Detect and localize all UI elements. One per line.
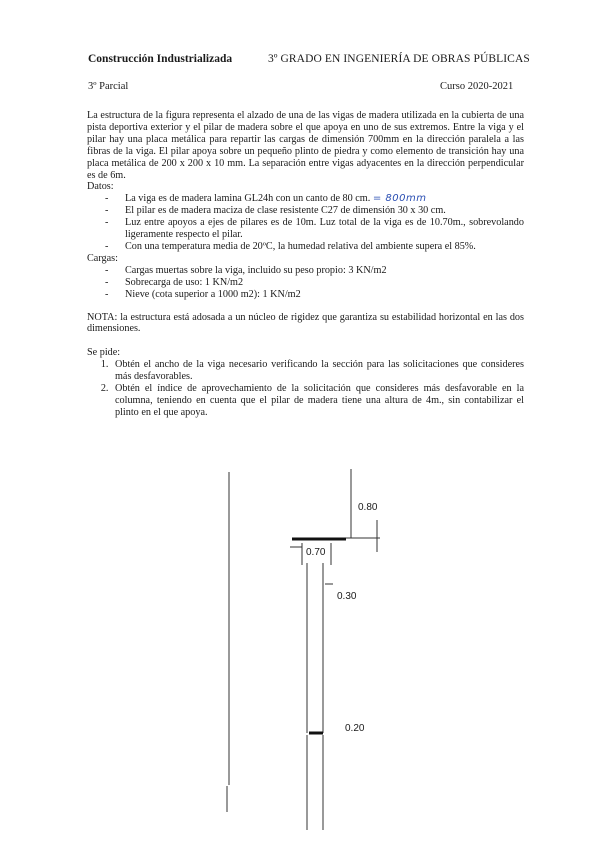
se-pide-heading: Se pide: <box>87 347 121 359</box>
cargas-heading: Cargas: <box>87 252 118 264</box>
list-item: - La viga es de madera lamina GL24h con un canto de 80 cm. = 800mm <box>105 193 524 205</box>
column-width-label: 0.30 <box>337 591 357 602</box>
nota-paragraph: NOTA: la estructura está adosada a un núcleo de rigidez que garantiza su estabilidad horizontal en las dos dimensiones. <box>87 311 524 335</box>
plate-length-label: 0.70 <box>306 547 326 558</box>
course-title: Construcción Industrializada <box>88 53 233 65</box>
intro-paragraph: La estructura de la figura representa el alzado de una de las vigas de madera utilizada en la cubierta de una pista deportiva exterior y el pilar de madera sobre el que apoya en uno de sus extremos. Entre la viga y el pilar hay una placa metálica para repartir las cargas de dimensión 700mm en la dirección paralela a las fibras de la viga. El pilar apoya sobre un pequeño plinto de piedra y como elemento de transición hay una placa metálica de 200 x 200 x 10 mm. La separación entre vigas adyacentes en la dirección perpendicular es de 6m. <box>87 110 524 181</box>
beam-depth-label: 0.80 <box>358 502 378 513</box>
list-item: - Luz entre apoyos a ejes de pilares es de 10m. Luz total de la viga es de 10.70m., sobrevolando ligeramente respecto el pilar. <box>105 217 524 241</box>
exam-label: 3º Parcial <box>88 81 129 92</box>
list-item: - Sobrecarga de uso: 1 KN/m2 <box>105 277 524 289</box>
base-plate-label: 0.20 <box>345 723 365 734</box>
datos-heading: Datos: <box>87 181 114 193</box>
degree-title: 3º GRADO EN INGENIERÍA DE OBRAS PÚBLICAS <box>268 53 530 65</box>
list-item: - El pilar es de madera maciza de clase resistente C27 de dimensión 30 x 30 cm. <box>105 205 524 217</box>
list-item: 2. Obtén el índice de aprovechamiento de la solicitación que consideres más desfavorable en la columna, teniendo en cuenta que el pilar de madera tiene una altura de 4m., sin contabilizar el plinto en el que apoya. <box>111 383 524 419</box>
list-item: - Nieve (cota superior a 1000 m2): 1 KN/m2 <box>105 289 524 301</box>
handwritten-annotation: = 800mm <box>372 193 427 205</box>
list-item: - Con una temperatura media de 20ºC, la humedad relativa del ambiente supera el 85%. <box>105 241 524 253</box>
academic-year: Curso 2020-2021 <box>440 81 514 92</box>
list-item: 1. Obtén el ancho de la viga necesario verificando la sección para las solicitaciones que consideres más desfavorables. <box>111 359 524 383</box>
list-item: - Cargas muertas sobre la viga, incluido su peso propio: 3 KN/m2 <box>105 265 524 277</box>
